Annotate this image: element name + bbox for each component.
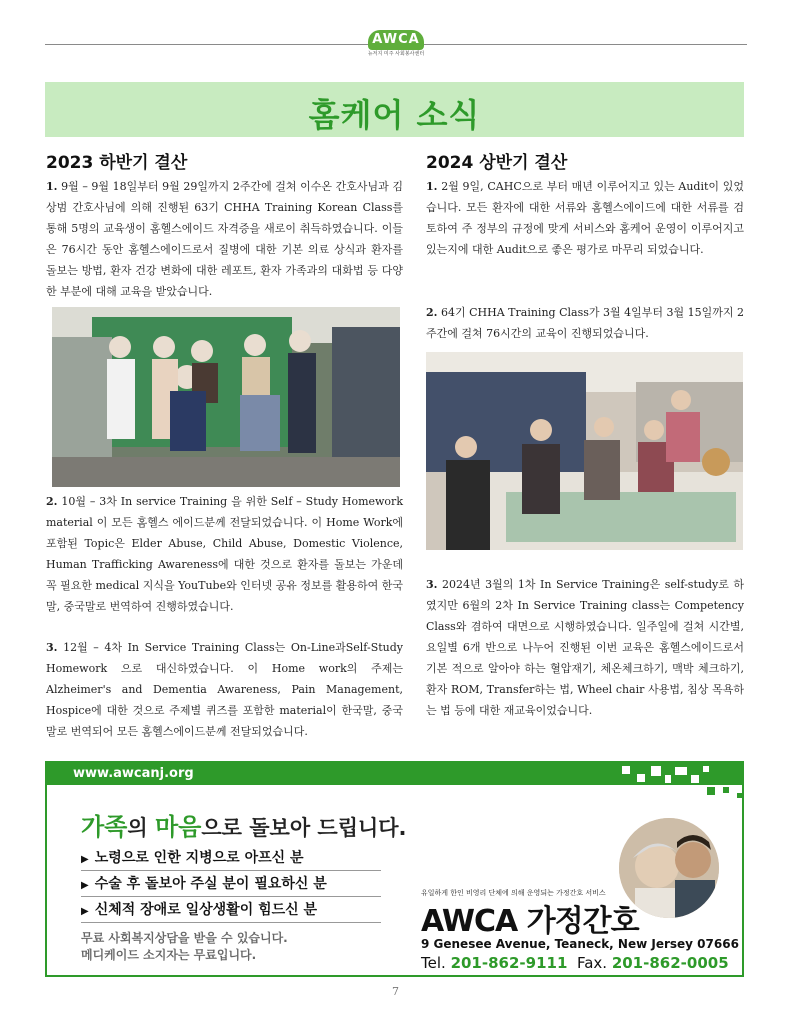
right-paragraph-3 (426, 574, 744, 721)
ad-slogan (81, 807, 407, 842)
left-p2-text: 10월 – 3차 In service Training 을 위한 Self – Study Homework material 이 모든 홈헬스 에이드분께 전달되었습니다. 이 Home Work에 포함된 Topic은 Elder Abuse, Child Abuse, Domestic Violence, Human Trafficking Awareness에 대한 것으로 환자를 돌보는 가운데 꼭 필요한 medical 지식을 YouTube와 인터넷 공유 정보를 활용하여 한국말, 중국말로 번역하여 진행하였습니다. (46, 495, 403, 613)
awca-logo: AWCA (368, 30, 424, 50)
service-item (81, 873, 381, 897)
page-title: 홈케어 소식 (308, 96, 481, 134)
ad-address: 9 Genesee Avenue, Teaneck, New Jersey 07666 (421, 937, 739, 951)
right-p2-num: 2. (426, 306, 438, 319)
left-paragraph-3 (46, 637, 403, 742)
left-p1-num: 1. (46, 180, 58, 193)
left-p1-text: 9월 – 9월 18일부터 9월 29일까지 2주간에 걸쳐 이수온 간호사님과 김상범 간호사님에 의해 진행된 63기 CHHA Training Korean Class를 통해 5명의 교육생이 홈헬스에이드 자격증을 새로이 취득하였습니다. 이들은 76시간 동안 홈헬스에이드로서 질병에 대한 기본 의료 상식과 환자를 돌보는 방법, 환자 건강 변화에 대한 레포트, 환자 가족과의 대화법 등 다양한 부분에 대해 교육을 받았습니다. (46, 180, 403, 298)
group-photo-image (52, 307, 400, 487)
group-photo (52, 307, 400, 487)
slogan-family: 가족 (81, 813, 128, 841)
right-p3-num: 3. (426, 578, 438, 591)
ad-brand: AWCA 가정간호 (421, 904, 639, 939)
logo-subtitle: 뉴저지 미주 사회봉사센터 (367, 51, 425, 57)
right-heading: 2024 상반기 결산 (426, 153, 568, 173)
page-number: 7 (392, 985, 399, 998)
left-p2-num: 2. (46, 495, 58, 508)
triangle-bullet-icon: ▶ (81, 906, 89, 917)
service-item-label: 신체적 장애로 일상생활이 힘드신 분 (94, 902, 318, 918)
left-paragraph-2 (46, 491, 403, 617)
fax-number: 201-862-0005 (611, 954, 729, 972)
caregiver-photo-image (619, 818, 719, 918)
tel-label: Tel. (421, 954, 446, 972)
ad-note-counseling: 무료 사회복지상담을 받을 수 있습니다. (81, 931, 288, 945)
right-p3-text: 2024년 3월의 1차 In Service Training은 self-study로 하였지만 6월의 2차 In Service Training class는 Competency Class와 겸하여 대면으로 시행하였습니다. 일주일에 걸쳐 시간별, 요일별 6개 반으로 나누어 진행된 이번 교육은 홈헬스에이드로서 기본 적으로 알아야 하는 혈압재기, 체온체크하기, 맥박 체크하기, 환자 ROM, Transfer하는 법, Wheel chair 사용법, 침상 목욕하는 법 등에 대한 재교육이었습니다. (426, 578, 744, 717)
awca-advertisement (45, 761, 744, 977)
left-p3-num: 3. (46, 641, 58, 654)
service-item-label: 노령으로 인한 지병으로 아프신 분 (94, 850, 304, 866)
triangle-bullet-icon: ▶ (81, 854, 89, 865)
ad-contact (421, 954, 729, 972)
right-paragraph-1 (426, 176, 744, 260)
caregiver-photo (619, 818, 719, 918)
phone-number[interactable]: 201-862-9111 (450, 954, 568, 972)
service-item (81, 899, 381, 923)
right-p1-num: 1. (426, 180, 438, 193)
service-item-label: 수술 후 돌보아 주실 분이 필요하신 분 (94, 876, 327, 892)
ad-tagline: 유일하게 한인 비영리 단체에 의해 운영되는 가정간호 서비스 (421, 889, 606, 897)
fax-label: Fax. (576, 954, 608, 972)
training-photo (426, 352, 743, 550)
training-photo-image (426, 352, 743, 550)
left-paragraph-1 (46, 176, 403, 302)
website-link[interactable]: www.awcanj.org (73, 766, 194, 781)
ad-note-medicaid: 메디케이드 소지자는 무료입니다. (81, 948, 257, 962)
triangle-bullet-icon: ▶ (81, 880, 89, 891)
service-item (81, 847, 381, 871)
right-p2-text: 64기 CHHA Training Class가 3월 4일부터 3월 15일까지 2주간에 걸쳐 76시간의 교육이 진행되었습니다. (426, 306, 745, 340)
section-banner (45, 82, 744, 137)
slogan-particle: 의 (127, 816, 155, 840)
left-p3-text: 12월 – 4차 In Service Training Class는 On-Line과Self-Study Homework 으로 대신하였습니다. 이 Home work의 주제는 Alzheimer's and Dementia Awareness, Pain Management, Hospice에 대한 것으로 주제별 퀴즈를 포함한 material이 한국말, 중국말로 번역되어 모든 홈헬스에이드분께 전달되었습니다. (46, 641, 403, 738)
right-paragraph-2 (426, 302, 744, 344)
slogan-heart: 마음 (154, 813, 202, 841)
right-p1-text: 2월 9일, CAHC으로 부터 매년 이루어지고 있는 Audit이 있었습니다. 모든 환자에 대한 서류와 홈헬스에이드에 대한 서류를 검토하여 주 정부의 규정에 맞게 서비스와 홈케어 운영이 이루어지고 있는지에 대한 Audit으로 좋은 평가로 마무리 되었습니다. (426, 180, 744, 256)
left-heading: 2023 하반기 결산 (46, 153, 188, 173)
slogan-rest: 으로 돌보아 드립니다. (201, 816, 407, 840)
